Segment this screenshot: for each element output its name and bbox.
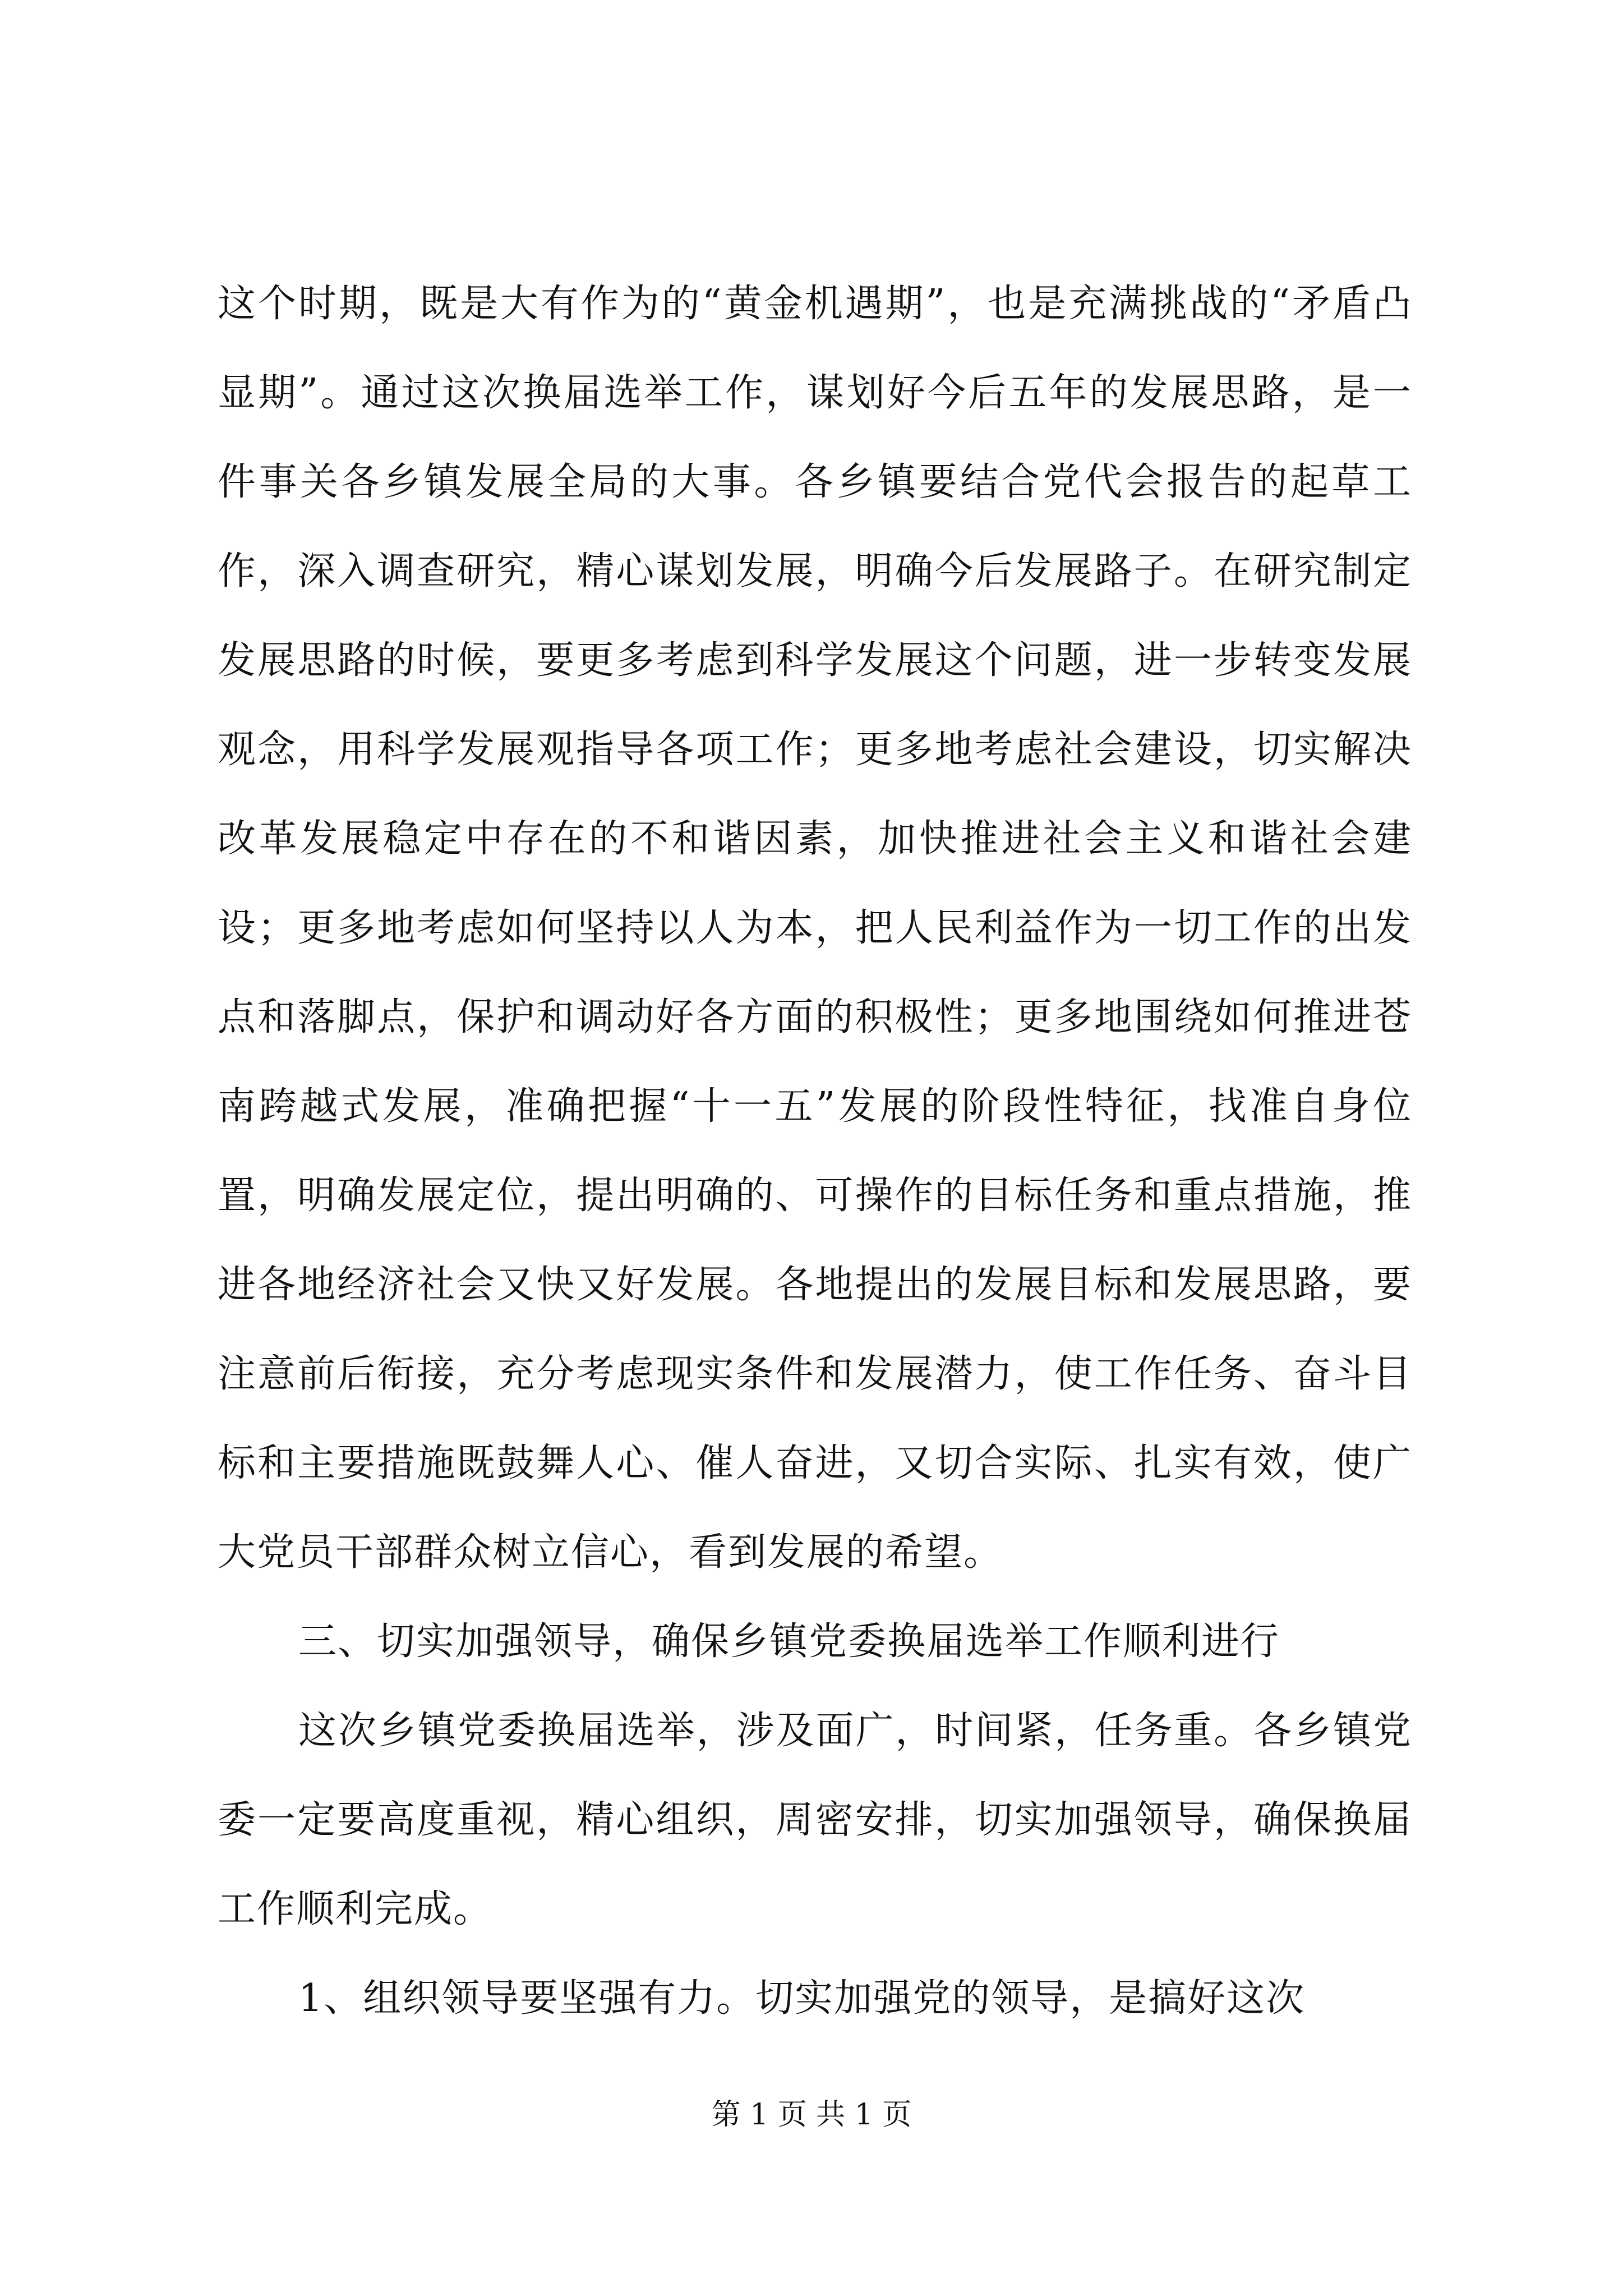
section-heading-three: 三、切实加强领导，确保乡镇党委换届选举工作顺利进行 xyxy=(298,1619,1280,1664)
paragraph-organization-leadership: 1、组织领导要坚强有力。切实加强党的领导，是搞好这次 xyxy=(298,1976,1306,2021)
paragraph-election-overview: 这次乡镇党委换届选举，涉及面广，时间紧，任务重。各乡镇党委一定要高度重视，精心组织，周密安排，切实加强领导，确保换届工作顺利完成。 xyxy=(218,1709,1412,1931)
paragraph-development-ideas: 这个时期，既是大有作为的“黄金机遇期”，也是充满挑战的“矛盾凸显期”。通过这次换届选举工作，谋划好今后五年的发展思路，是一件事关各乡镇发展全局的大事。各乡镇要结合党代会报告的起草工作，深入调查研究，精心谋划发展，明确今后发展路子。在研究制定发展思路的时候，要更多考虑到科学发展这个问题，进一步转变发展观念，用科学发展观指导各项工作；更多地考虑社会建设，切实解决改革发展稳定中存在的不和谐因素，加快推进社会主义和谐社会建设；更多地考虑如何坚持以人为本，把人民利益作为一切工作的出发点和落脚点，保护和调动好各方面的积极性；更多地围绕如何推进苍南跨越式发展，准确把握“十一五”发展的阶段性特征，找准自身位置，明确发展定位，提出明确的、可操作的目标任务和重点措施，推进各地经济社会又快又好发展。各地提出的发展目标和发展思路，要注意前后衔接，充分考虑现实条件和发展潜力，使工作任务、奋斗目标和主要措施既鼓舞人心、催人奋进，又切合实际、扎实有效，使广大党员干部群众树立信心，看到发展的希望。 xyxy=(218,282,1412,1575)
document-body xyxy=(218,259,1412,2043)
page-number-footer: 第 1 页 共 1 页 xyxy=(711,2098,912,2132)
